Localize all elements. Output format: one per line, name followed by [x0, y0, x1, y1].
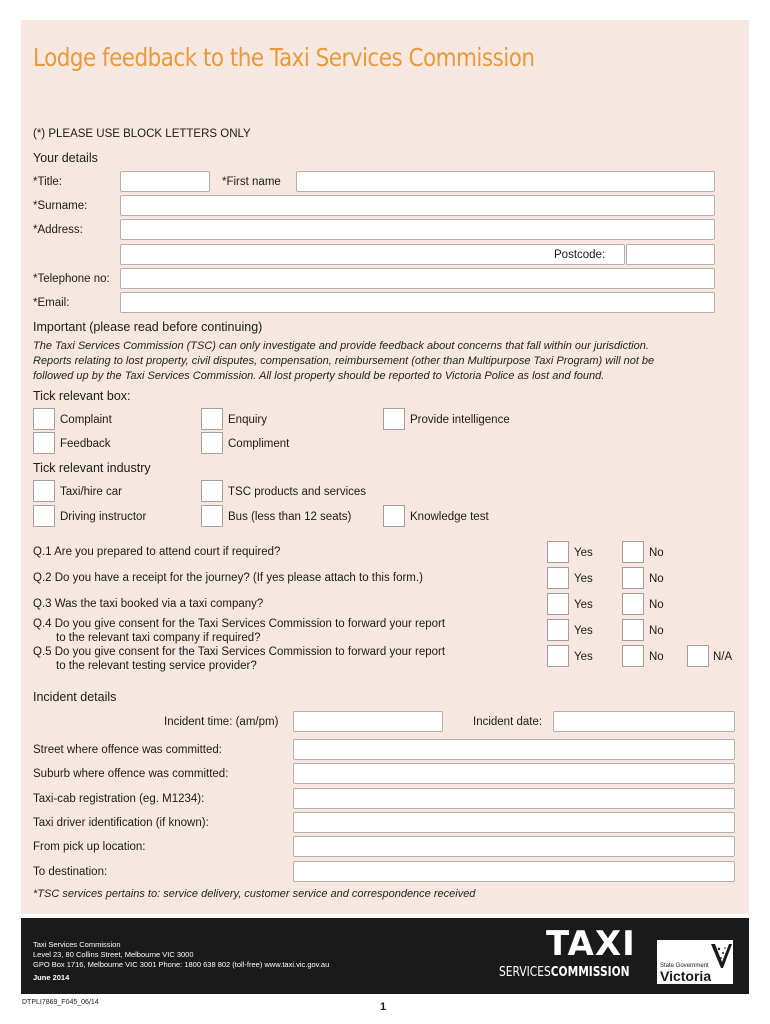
telephone-input[interactable] [120, 268, 715, 289]
feedback-checkbox[interactable] [33, 432, 55, 454]
feedback-label: Feedback [60, 438, 111, 450]
q3-no-label: No [649, 599, 664, 611]
tick-box-heading: Tick relevant box: [33, 389, 131, 403]
taxi-hire-car-checkbox[interactable] [33, 480, 55, 502]
q2-yes-label: Yes [574, 573, 593, 585]
q4-yes-checkbox[interactable] [547, 619, 569, 641]
important-heading: Important (please read before continuing) [33, 320, 263, 334]
q5-yes-checkbox[interactable] [547, 645, 569, 667]
important-text-line2: Reports relating to lost property, civil disputes, compensation, reimbursement (other than Multipurpose Taxi Program) will not be [33, 355, 655, 367]
q5-yes-label: Yes [574, 651, 593, 663]
bus-checkbox[interactable] [201, 505, 223, 527]
victoria-government-logo [657, 940, 733, 984]
incident-time-input[interactable] [293, 711, 443, 732]
first-name-label: *First name [222, 176, 281, 188]
q2-no-checkbox[interactable] [622, 567, 644, 589]
provide-intelligence-label: Provide intelligence [410, 414, 510, 426]
surname-input[interactable] [120, 195, 715, 216]
destination-input[interactable] [293, 861, 735, 882]
suburb-input[interactable] [293, 763, 735, 784]
question-4-line1: Q.4 Do you give consent for the Taxi Services Commission to forward your report [33, 618, 446, 630]
question-4-line2: to the relevant taxi company if required? [56, 632, 261, 644]
surname-label: *Surname: [33, 200, 88, 212]
footer-date: June 2014 [33, 973, 70, 982]
footer-address1: Level 23, 80 Collins Street, Melbourne VIC 3000 [33, 950, 194, 959]
question-5-line1: Q.5 Do you give consent for the Taxi Services Commission to forward your report [33, 646, 446, 658]
street-input[interactable] [293, 739, 735, 760]
q1-no-checkbox[interactable] [622, 541, 644, 563]
important-text-line3: followed up by the Taxi Services Commission. All lost property should be reported to Victoria Police as lost and found. [33, 370, 605, 382]
driver-id-input[interactable] [293, 812, 735, 833]
footer-bar [21, 918, 749, 994]
taxi-hire-car-label: Taxi/hire car [60, 486, 122, 498]
telephone-label: *Telephone no: [33, 273, 110, 285]
pickup-input[interactable] [293, 836, 735, 857]
block-letters-note: (*) PLEASE USE BLOCK LETTERS ONLY [33, 128, 251, 140]
services-commission-wordmark [499, 965, 630, 981]
q2-yes-checkbox[interactable] [547, 567, 569, 589]
q1-yes-label: Yes [574, 547, 593, 559]
title-input[interactable] [120, 171, 210, 192]
q4-no-label: No [649, 625, 664, 637]
q4-yes-label: Yes [574, 625, 593, 637]
q4-no-checkbox[interactable] [622, 619, 644, 641]
rego-input[interactable] [293, 788, 735, 809]
question-1: Q.1 Are you prepared to attend court if required? [33, 546, 281, 558]
q3-yes-label: Yes [574, 599, 593, 611]
compliment-label: Compliment [228, 438, 290, 450]
destination-label: To destination: [33, 866, 108, 878]
incident-date-label: Incident date: [473, 716, 543, 728]
q3-no-checkbox[interactable] [622, 593, 644, 615]
enquiry-checkbox[interactable] [201, 408, 223, 430]
footer-address2: GPO Box 1716, Melbourne VIC 3001 Phone: 1800 638 802 (toll-free) www.taxi.vic.gov.au [33, 960, 330, 969]
taxi-logo-wordmark: TAXI [546, 924, 636, 964]
logo-commission-text: COMMISSION [550, 965, 630, 980]
address-input-line1[interactable] [120, 219, 715, 240]
q5-na-label: N/A [713, 651, 733, 663]
services-footnote: *TSC services pertains to: service delivery, customer service and correspondence received [33, 888, 476, 900]
important-text-line1: The Taxi Services Commission (TSC) can only investigate and provide feedback about concerns that fall within our jurisdiction. [33, 340, 649, 352]
q1-yes-checkbox[interactable] [547, 541, 569, 563]
driver-id-label: Taxi driver identification (if known): [33, 817, 209, 829]
vic-victoria-text: Victoria [660, 968, 712, 984]
address-input-line2[interactable] [120, 244, 625, 265]
driving-instructor-checkbox[interactable] [33, 505, 55, 527]
q1-no-label: No [649, 547, 664, 559]
address-label: *Address: [33, 224, 83, 236]
bus-label: Bus (less than 12 seats) [228, 511, 352, 523]
complaint-label: Complaint [60, 414, 112, 426]
incident-time-label: Incident time: (am/pm) [164, 716, 279, 728]
q5-no-checkbox[interactable] [622, 645, 644, 667]
incident-date-input[interactable] [553, 711, 735, 732]
email-input[interactable] [120, 292, 715, 313]
q3-yes-checkbox[interactable] [547, 593, 569, 615]
q2-no-label: No [649, 573, 664, 585]
vic-state-government-text: State Government [660, 963, 709, 969]
knowledge-test-checkbox[interactable] [383, 505, 405, 527]
rego-label: Taxi-cab registration (eg. M1234): [33, 793, 205, 805]
provide-intelligence-checkbox[interactable] [383, 408, 405, 430]
email-label: *Email: [33, 297, 70, 309]
question-2: Q.2 Do you have a receipt for the journey? (If yes please attach to this form.) [33, 572, 423, 584]
pickup-label: From pick up location: [33, 841, 146, 853]
enquiry-label: Enquiry [228, 414, 267, 426]
logo-services-text: SERVICES [499, 965, 551, 980]
compliment-checkbox[interactable] [201, 432, 223, 454]
question-5-line2: to the relevant testing service provider? [56, 660, 257, 672]
first-name-input[interactable] [296, 171, 715, 192]
complaint-checkbox[interactable] [33, 408, 55, 430]
driving-instructor-label: Driving instructor [60, 511, 147, 523]
tsc-products-label: TSC products and services [228, 486, 367, 498]
suburb-label: Suburb where offence was committed: [33, 768, 229, 780]
footer-org: Taxi Services Commission [33, 940, 121, 949]
title-label: *Title: [33, 176, 62, 188]
question-3: Q.3 Was the taxi booked via a taxi company? [33, 598, 264, 610]
document-code: DTPLI7869_F045_06/14 [22, 999, 99, 1006]
page-title: Lodge feedback to the Taxi Services Commission [33, 43, 535, 72]
knowledge-test-label: Knowledge test [410, 511, 489, 523]
q5-no-label: No [649, 651, 664, 663]
incident-heading: Incident details [33, 690, 117, 704]
tsc-products-checkbox[interactable] [201, 480, 223, 502]
your-details-heading: Your details [33, 151, 98, 165]
postcode-input[interactable] [626, 244, 715, 265]
postcode-label: Postcode: [554, 249, 606, 261]
street-label: Street where offence was committed: [33, 744, 222, 756]
page-number: 1 [380, 1001, 387, 1013]
tick-industry-heading: Tick relevant industry [33, 461, 151, 475]
q5-na-checkbox[interactable] [687, 645, 709, 667]
